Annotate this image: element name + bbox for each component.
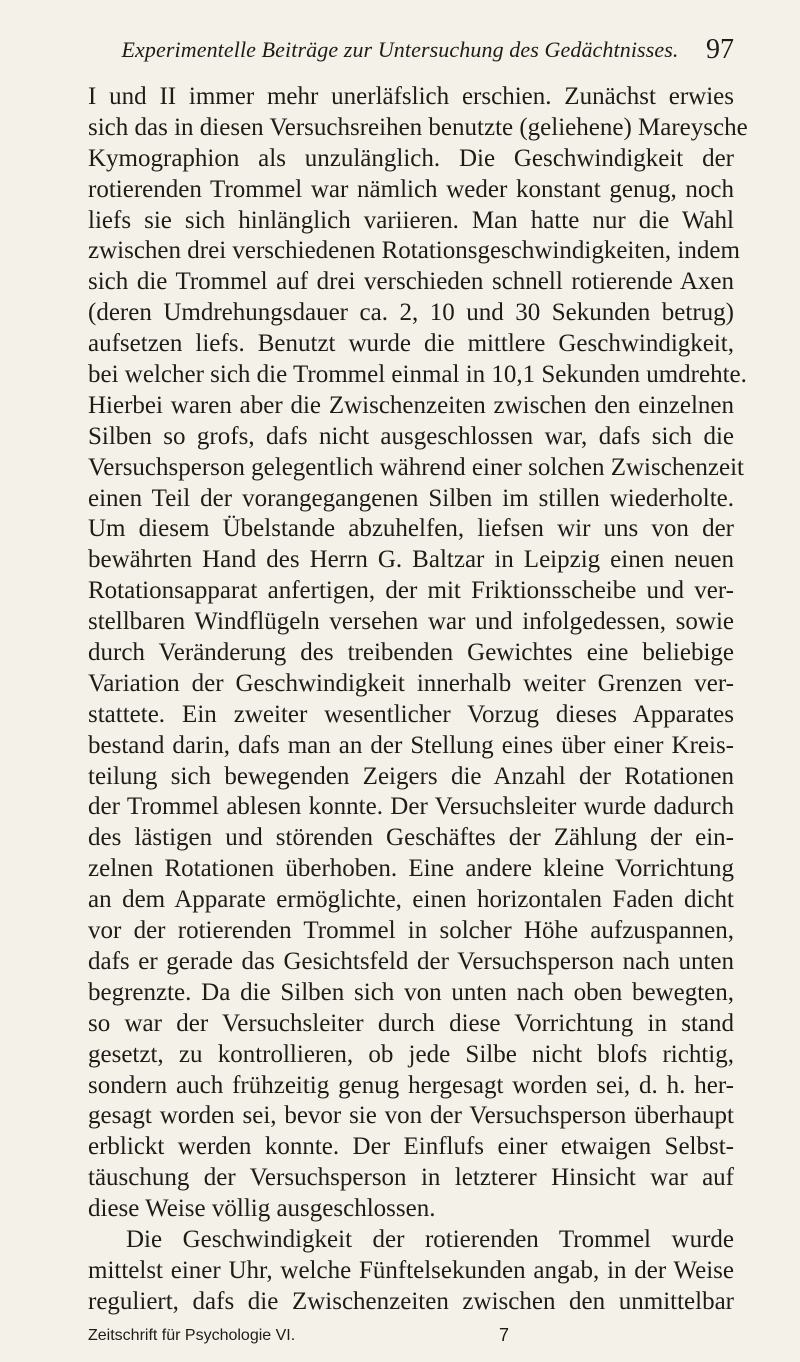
text-line: gesetzt, zu kontrollieren, ob jede Silbe nicht blofs richtig, xyxy=(88,1040,734,1068)
text-line: stattete. Ein zweiter wesentlicher Vorzug dieses Apparates xyxy=(88,700,734,728)
page-footer xyxy=(88,1325,734,1349)
text-line: einen Teil der vorangegangenen Silben im stillen wiederholte. xyxy=(88,484,734,512)
text-line: täuschung der Versuchsperson in letzterer Hinsicht war auf xyxy=(88,1164,734,1192)
signature-mark: 7 xyxy=(499,1325,510,1345)
text-line: der Trommel ablesen konnte. Der Versuchsleiter wurde dadurch xyxy=(88,793,734,821)
text-line: so war der Versuchsleiter durch diese Vorrichtung in stand xyxy=(88,1009,734,1037)
page-number: 97 xyxy=(706,34,734,65)
text-line: teilung sich bewegenden Zeigers die Anzahl der Rotationen xyxy=(88,762,734,790)
text-line: des lästigen und störenden Geschäftes der Zählung der ein- xyxy=(88,824,734,852)
text-line: Die Geschwindigkeit der rotierenden Trommel wurde xyxy=(126,1225,734,1253)
text-line: sich die Trommel auf drei verschieden schnell rotierende Axen xyxy=(88,268,734,296)
text-line: begrenzte. Da die Silben sich von unten nach oben bewegten, xyxy=(88,978,734,1006)
text-line: Kymographion als unzulänglich. Die Geschwindigkeit der xyxy=(88,144,734,172)
running-head-title: Experimentelle Beiträge zur Untersuchung des Gedächtnisses. xyxy=(121,37,679,62)
running-head xyxy=(112,36,734,72)
text-line: vor der rotierenden Trommel in solcher Höhe aufzuspannen, xyxy=(88,917,734,945)
text-line: reguliert, dafs die Zwischenzeiten zwischen den unmittelbar xyxy=(88,1287,734,1315)
text-line: (deren Umdrehungsdauer ca. 2, 10 und 30 Sekunden betrug) xyxy=(88,299,734,327)
text-line: bei welcher sich die Trommel einmal in 10,1 Sekunden umdrehte. xyxy=(88,361,747,389)
text-line: liefs sie sich hinlänglich variieren. Man hatte nur die Wahl xyxy=(88,206,734,234)
text-line: stellbaren Windflügeln versehen war und infolgedessen, sowie xyxy=(88,608,734,636)
text-line: bewährten Hand des Herrn G. Baltzar in Leipzig einen neuen xyxy=(88,546,734,574)
text-line: Silben so grofs, dafs nicht ausgeschlossen war, dafs sich die xyxy=(88,422,734,450)
text-line: gesagt worden sei, bevor sie von der Versuchsperson überhaupt xyxy=(88,1102,734,1130)
text-line: mittelst einer Uhr, welche Fünftelsekunden angab, in der Weise xyxy=(88,1256,734,1284)
text-line: Rotationsapparat anfertigen, der mit Friktionsscheibe und ver- xyxy=(88,577,734,605)
text-line: I und II immer mehr unerläfslich erschien. Zunächst erwies xyxy=(88,83,734,110)
text-line: an dem Apparate ermöglichte, einen horizontalen Faden dicht xyxy=(88,886,734,914)
journal-footer: Zeitschrift für Psychologie VI. xyxy=(88,1327,296,1344)
text-line: dafs er gerade das Gesichtsfeld der Versuchsperson nach unten xyxy=(88,947,734,975)
text-line: diese Weise völlig ausgeschlossen. xyxy=(88,1195,436,1223)
text-line: sondern auch frühzeitig genug hergesagt worden sei, d. h. her- xyxy=(88,1071,734,1099)
text-line: sich das in diesen Versuchsreihen benutzte (geliehene) Mareysche xyxy=(88,113,748,141)
text-line: Versuchsperson gelegentlich während einer solchen Zwischenzeit xyxy=(88,453,745,481)
text-line: rotierenden Trommel war nämlich weder konstant genug, noch xyxy=(88,175,734,203)
text-line: zelnen Rotationen überhoben. Eine andere kleine Vorrichtung xyxy=(88,855,734,883)
text-line: zwischen drei verschiedenen Rotationsgeschwindigkeiten, indem xyxy=(88,237,740,265)
text-line: bestand darin, dafs man an der Stellung eines über einer Kreis- xyxy=(88,731,734,759)
text-line: Um diesem Übelstande abzuhelfen, liefsen wir uns von der xyxy=(88,515,734,543)
text-line: erblickt werden konnte. Der Einflufs einer etwaigen Selbst- xyxy=(88,1133,734,1161)
text-line: aufsetzen liefs. Benutzt wurde die mittlere Geschwindigkeit, xyxy=(88,330,734,358)
text-line: durch Veränderung des treibenden Gewichtes eine beliebige xyxy=(88,639,734,667)
body-text xyxy=(88,82,748,1318)
text-line: Hierbei waren aber die Zwischenzeiten zwischen den einzelnen xyxy=(88,391,734,419)
text-line: Variation der Geschwindigkeit innerhalb weiter Grenzen ver- xyxy=(88,669,734,697)
